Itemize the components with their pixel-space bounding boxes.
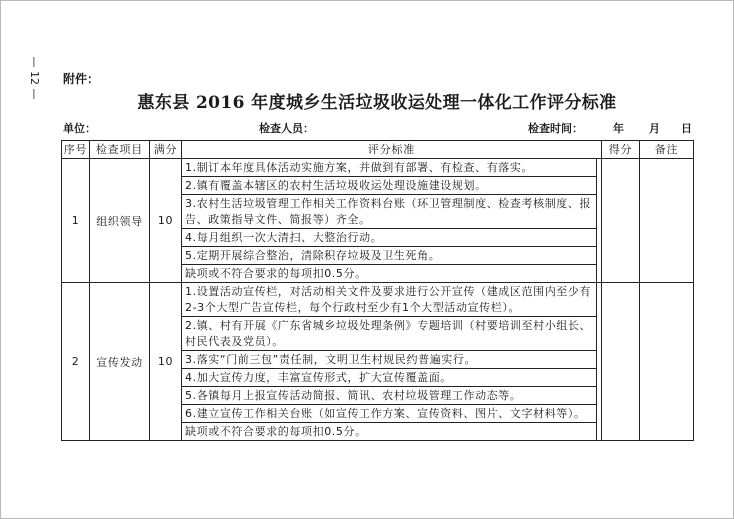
header-row — [62, 141, 694, 159]
year-label: 年 — [613, 122, 624, 135]
table-row — [62, 283, 694, 441]
header-inspection-item: 检查项目 — [90, 141, 150, 159]
header-remarks: 备注 — [640, 141, 694, 159]
header-serial-no: 序号 — [62, 141, 90, 159]
inspection-time-label: 检查时间： — [528, 122, 583, 135]
criterion-item: 4.每月组织一次大清扫、大整治行动。 — [182, 229, 597, 247]
row-inspection-item: 宣传发动 — [90, 283, 150, 441]
criterion-item: 5.各镇每月上报宣传活动简报、简讯、农村垃圾管理工作动态等。 — [182, 387, 597, 405]
row-remarks-cell — [640, 159, 694, 283]
row-score-cell — [602, 283, 640, 441]
header-full-score: 满分 — [150, 141, 182, 159]
row-full-score: 10 — [150, 159, 182, 283]
unit-label: 单位： — [63, 122, 96, 135]
table-header — [62, 141, 694, 159]
attachment-label: 附件： — [63, 72, 100, 86]
criterion-deduction-note: 缺项或不符合要求的每项扣0.5分。 — [182, 265, 597, 282]
day-label: 日 — [681, 122, 692, 135]
row-score-cell — [602, 159, 640, 283]
criterion-item: 2.镇有覆盖本辖区的农村生活垃圾收运处理设施建设规划。 — [182, 177, 597, 195]
page-number: — 12 — — [28, 56, 41, 100]
criterion-item: 1.设置活动宣传栏，对活动相关文件及要求进行公开宣传（建成区范围内至少有2-3个大型广告宣传栏，每个行政村至少有1个大型活动宣传栏）。 — [182, 283, 597, 317]
criterion-item: 1.制订本年度具体活动实施方案，并做到有部署、有检查、有落实。 — [182, 159, 597, 177]
header-score: 得分 — [602, 141, 640, 159]
row-inspection-item: 组织领导 — [90, 159, 150, 283]
criterion-deduction-note: 缺项或不符合要求的每项扣0.5分。 — [182, 423, 597, 440]
row-serial-no: 2 — [62, 283, 90, 441]
inspector-label: 检查人员： — [259, 122, 314, 135]
row-criteria-cell — [182, 159, 602, 283]
criterion-item: 3.农村生活垃圾管理工作相关工作资料台账（环卫管理制度、检查考核制度、报告、政策指导文件、简报等）齐全。 — [182, 195, 597, 229]
row-serial-no: 1 — [62, 159, 90, 283]
criterion-item: 6.建立宣传工作相关台账（如宣传工作方案、宣传资料、图片、文字材料等）。 — [182, 405, 597, 423]
criterion-item: 5.定期开展综合整治，清除积存垃圾及卫生死角。 — [182, 247, 597, 265]
row-full-score: 10 — [150, 283, 182, 441]
document-title: 惠东县 2016 年度城乡生活垃圾收运处理一体化工作评分标准 — [137, 93, 617, 113]
month-label: 月 — [649, 122, 660, 135]
table-row — [62, 159, 694, 283]
criterion-item: 2.镇、村有开展《广东省城乡垃圾处理条例》专题培训（村要培训至村小组长、村民代表及党员）。 — [182, 317, 597, 351]
row-remarks-cell — [640, 283, 694, 441]
scoring-table — [61, 140, 694, 441]
table-body — [62, 159, 694, 441]
row-criteria-cell — [182, 283, 602, 441]
criterion-item: 4.加大宣传力度，丰富宣传形式，扩大宣传覆盖面。 — [182, 369, 597, 387]
criterion-item: 3.落实“门前三包”责任制，文明卫生村规民约普遍实行。 — [182, 351, 597, 369]
header-scoring-criteria: 评分标准 — [182, 141, 602, 159]
